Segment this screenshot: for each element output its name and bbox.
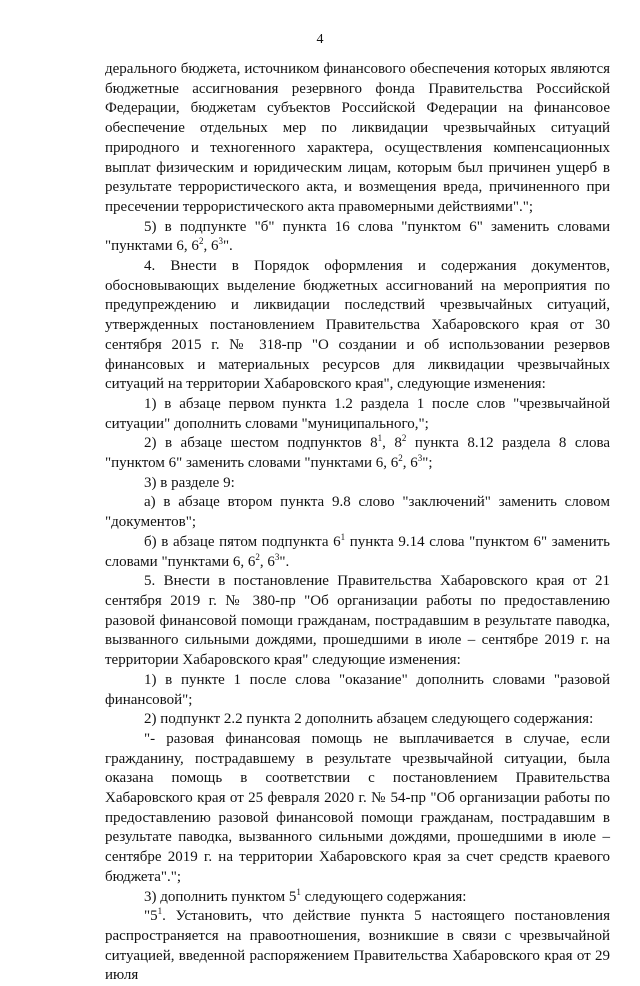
paragraph-text: следующего содержания: — [300, 888, 467, 905]
paragraph-text: , 6 — [203, 238, 219, 255]
paragraph-text: 1) в пункте 1 после слова "оказание" дополнить словами "разовой финансовой"; — [105, 671, 610, 708]
superscript: 3 — [274, 551, 280, 562]
paragraph-text: пункта 9.14 слова "пунктом 6" заменить словами "пунктами 6, 6 — [105, 533, 610, 570]
paragraph-text: , 8 — [382, 435, 402, 452]
superscript: 3 — [417, 453, 423, 464]
paragraph — [105, 218, 610, 257]
paragraph-text: ". — [279, 553, 290, 570]
superscript: 1 — [296, 886, 301, 897]
paragraph — [105, 710, 610, 730]
paragraph — [105, 888, 610, 908]
paragraph-text: а) в абзаце втором пункта 9.8 слово "заключений" заменить словом "документов"; — [105, 494, 610, 531]
superscript: 2 — [401, 433, 407, 444]
document-body — [105, 60, 610, 986]
paragraph — [105, 493, 610, 532]
paragraph-text: 4. Внести в Порядок оформления и содержания документов, обосновывающих выделение бюджетных ассигнований на мероприятия по предупреждению и ликвидации последствий чрезвычайных ситуаций, утвержденных постановлением Правительства Хабаровского края от 30 сентября 2015 г. № 318-пр "О создании и об использовании резервов финансовых и материальных ресурсов для ликвидации чрезвычайных ситуаций на территории Хабаровского края", следующие изменения: — [105, 258, 610, 393]
paragraph-text: "; — [422, 455, 433, 472]
page-number: 4 — [316, 32, 324, 47]
paragraph — [105, 533, 610, 572]
paragraph-text: дерального бюджета, источником финансового обеспечения которых являются бюджетные ассигнования резервного фонда Правительства Российской Федерации, бюджетам субъектов Российской Федерации на финансовое обеспечение отдельных мер по ликвидации чрезвычайных ситуаций природного и техногенного характера, осуществления компенсационных выплат физическим и юридическим лицам, которым был причинен ущерб в результате террористического акта, и возмещения вреда, причиненного при пресечении террористического акта правомерными действиями"."; — [105, 61, 610, 215]
paragraph-text: 5) в подпункте "б" пункта 16 слова "пунктом 6" заменить словами "пунктами 6, 6 — [105, 218, 610, 255]
paragraph-text: 3) в разделе 9: — [144, 474, 235, 491]
paragraph — [105, 730, 610, 888]
paragraph-text: , 6 — [402, 455, 418, 472]
superscript: 3 — [218, 236, 223, 247]
paragraph-text: 3) дополнить пунктом 5 — [144, 888, 297, 905]
paragraph — [105, 395, 610, 434]
paragraph-text: 1) в абзаце первом пункта 1.2 раздела 1 после слов "чрезвычайной ситуации" дополнить словами "муниципального,"; — [105, 395, 610, 432]
paragraph-text: , 6 — [259, 553, 275, 570]
superscript: 1 — [377, 433, 383, 444]
paragraph — [105, 907, 610, 986]
paragraph-text: "5 — [144, 908, 158, 925]
paragraph — [105, 60, 610, 218]
paragraph-text: 2) подпункт 2.2 пункта 2 дополнить абзацем следующего содержания: — [144, 711, 594, 728]
paragraph-text: 5. Внести в постановление Правительства Хабаровского края от 21 сентября 2019 г. № 380-пр "Об организации работы по предоставлению разовой финансовой помощи гражданам, пострадавшим в результате паводка, вызванного сильными дождями, прошедшими в июле – сентябре 2019 г. на территории Хабаровского края" следующие изменения: — [105, 573, 610, 669]
superscript: 2 — [198, 236, 204, 247]
paragraph-text: 2) в абзаце шестом подпунктов 8 — [144, 435, 378, 452]
superscript: 2 — [255, 551, 260, 562]
paragraph-text: "- разовая финансовая помощь не выплачивается в случае, если гражданину, пострадавшему в результате чрезвычайной ситуации, была оказана помощь в соответствии с постановлением Правительства Хабаровского края от 25 февраля 2020 г. № 54-пр "Об организации работы по предоставлению разовой финансовой помощи гражданам, пострадавшим в результате паводка, вызванного сильными дождями, прошедшими в июле – сентябре 2019 г. на территории Хабаровского края за счет средств краевого бюджета"."; — [105, 730, 610, 885]
superscript: 1 — [157, 906, 163, 917]
paragraph — [105, 474, 610, 494]
paragraph — [105, 671, 610, 710]
paragraph — [105, 434, 610, 473]
paragraph-text: пункта 8.12 раздела 8 слова "пунктом 6" заменить словами "пунктами 6, 6 — [105, 435, 611, 472]
paragraph-text: б) в абзаце пятом подпункта 6 — [144, 533, 341, 550]
paragraph-text: . Установить, что действие пункта 5 настоящего постановления распространяется на правоотношения, возникшие в связи с чрезвычайной ситуацией, введенной распоряжением Правительства Хабаровского края от 29 июля — [105, 908, 610, 984]
superscript: 2 — [398, 453, 403, 464]
paragraph — [105, 257, 610, 395]
paragraph-text: ". — [222, 238, 233, 255]
paragraph — [105, 572, 610, 671]
superscript: 1 — [340, 531, 346, 542]
